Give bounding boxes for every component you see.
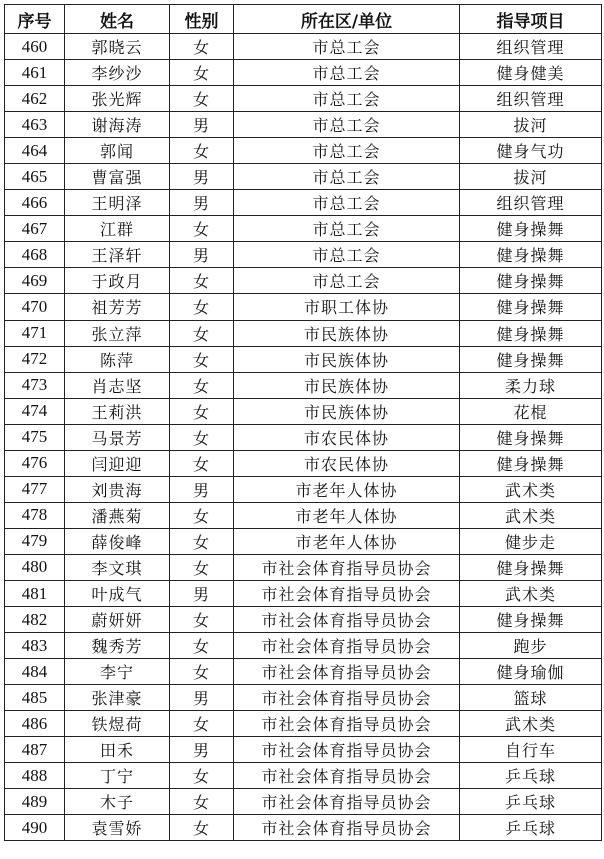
cell-serial: 484 xyxy=(5,659,65,685)
cell-serial: 481 xyxy=(5,580,65,606)
cell-unit: 市民族体协 xyxy=(234,346,460,372)
cell-serial: 479 xyxy=(5,528,65,554)
table-row xyxy=(5,60,602,86)
cell-unit: 市社会体育指导员协会 xyxy=(234,607,460,633)
cell-unit: 市社会体育指导员协会 xyxy=(234,554,460,580)
cell-serial: 462 xyxy=(5,86,65,112)
header-serial: 序号 xyxy=(5,5,65,34)
cell-project: 健身操舞 xyxy=(460,346,602,372)
cell-gender: 女 xyxy=(170,502,234,528)
cell-name: 刘贵海 xyxy=(65,476,170,502)
cell-name: 陈萍 xyxy=(65,346,170,372)
table-row xyxy=(5,398,602,424)
cell-serial: 486 xyxy=(5,711,65,737)
cell-project: 健身操舞 xyxy=(460,607,602,633)
cell-unit: 市农民体协 xyxy=(234,424,460,450)
cell-project: 健身操舞 xyxy=(460,320,602,346)
table-row xyxy=(5,372,602,398)
header-unit: 所在区/单位 xyxy=(234,5,460,34)
cell-serial: 475 xyxy=(5,424,65,450)
cell-serial: 466 xyxy=(5,190,65,216)
cell-unit: 市社会体育指导员协会 xyxy=(234,580,460,606)
table-row xyxy=(5,502,602,528)
table-row xyxy=(5,320,602,346)
cell-gender: 女 xyxy=(170,138,234,164)
cell-gender: 男 xyxy=(170,685,234,711)
cell-name: 谢海涛 xyxy=(65,112,170,138)
cell-gender: 女 xyxy=(170,789,234,815)
cell-gender: 女 xyxy=(170,450,234,476)
cell-gender: 女 xyxy=(170,815,234,841)
cell-gender: 男 xyxy=(170,476,234,502)
cell-name: 曹富强 xyxy=(65,164,170,190)
cell-project: 乒乓球 xyxy=(460,789,602,815)
cell-gender: 女 xyxy=(170,398,234,424)
cell-unit: 市总工会 xyxy=(234,190,460,216)
cell-project: 健身操舞 xyxy=(460,450,602,476)
cell-unit: 市总工会 xyxy=(234,138,460,164)
table-row xyxy=(5,138,602,164)
cell-project: 武术类 xyxy=(460,580,602,606)
cell-project: 乒乓球 xyxy=(460,763,602,789)
cell-project: 健身操舞 xyxy=(460,216,602,242)
cell-serial: 464 xyxy=(5,138,65,164)
cell-unit: 市总工会 xyxy=(234,34,460,60)
cell-gender: 男 xyxy=(170,112,234,138)
cell-name: 于政月 xyxy=(65,268,170,294)
cell-serial: 461 xyxy=(5,60,65,86)
cell-unit: 市总工会 xyxy=(234,86,460,112)
table-row xyxy=(5,737,602,763)
cell-serial: 487 xyxy=(5,737,65,763)
cell-project: 健身气功 xyxy=(460,138,602,164)
cell-gender: 女 xyxy=(170,659,234,685)
cell-project: 健身操舞 xyxy=(460,554,602,580)
cell-unit: 市老年人体协 xyxy=(234,528,460,554)
table-row xyxy=(5,242,602,268)
cell-name: 肖志坚 xyxy=(65,372,170,398)
cell-name: 张光辉 xyxy=(65,86,170,112)
cell-name: 江群 xyxy=(65,216,170,242)
cell-gender: 女 xyxy=(170,60,234,86)
cell-gender: 女 xyxy=(170,528,234,554)
cell-name: 张立萍 xyxy=(65,320,170,346)
table-row xyxy=(5,763,602,789)
cell-serial: 489 xyxy=(5,789,65,815)
header-name: 姓名 xyxy=(65,5,170,34)
cell-serial: 465 xyxy=(5,164,65,190)
cell-serial: 471 xyxy=(5,320,65,346)
cell-unit: 市老年人体协 xyxy=(234,502,460,528)
cell-gender: 女 xyxy=(170,320,234,346)
cell-serial: 477 xyxy=(5,476,65,502)
cell-serial: 467 xyxy=(5,216,65,242)
cell-gender: 女 xyxy=(170,424,234,450)
cell-project: 健身瑜伽 xyxy=(460,659,602,685)
cell-serial: 490 xyxy=(5,815,65,841)
cell-gender: 男 xyxy=(170,580,234,606)
cell-project: 乒乓球 xyxy=(460,815,602,841)
cell-serial: 469 xyxy=(5,268,65,294)
cell-gender: 女 xyxy=(170,34,234,60)
cell-unit: 市社会体育指导员协会 xyxy=(234,659,460,685)
cell-name: 张津豪 xyxy=(65,685,170,711)
cell-project: 花棍 xyxy=(460,398,602,424)
table-row xyxy=(5,294,602,320)
cell-name: 李宁 xyxy=(65,659,170,685)
cell-serial: 478 xyxy=(5,502,65,528)
cell-unit: 市社会体育指导员协会 xyxy=(234,789,460,815)
cell-gender: 女 xyxy=(170,216,234,242)
table-row xyxy=(5,216,602,242)
cell-name: 李纱沙 xyxy=(65,60,170,86)
cell-gender: 男 xyxy=(170,190,234,216)
cell-unit: 市总工会 xyxy=(234,112,460,138)
header-project: 指导项目 xyxy=(460,5,602,34)
cell-serial: 472 xyxy=(5,346,65,372)
cell-name: 潘燕菊 xyxy=(65,502,170,528)
cell-gender: 女 xyxy=(170,711,234,737)
cell-serial: 460 xyxy=(5,34,65,60)
cell-gender: 女 xyxy=(170,294,234,320)
cell-serial: 476 xyxy=(5,450,65,476)
cell-serial: 485 xyxy=(5,685,65,711)
header-row xyxy=(5,5,602,34)
cell-unit: 市农民体协 xyxy=(234,450,460,476)
cell-unit: 市社会体育指导员协会 xyxy=(234,633,460,659)
cell-gender: 女 xyxy=(170,554,234,580)
table-row xyxy=(5,164,602,190)
cell-project: 健身操舞 xyxy=(460,242,602,268)
cell-project: 健身操舞 xyxy=(460,268,602,294)
cell-name: 闫迎迎 xyxy=(65,450,170,476)
table-row xyxy=(5,268,602,294)
cell-name: 田禾 xyxy=(65,737,170,763)
table-row xyxy=(5,554,602,580)
cell-gender: 女 xyxy=(170,607,234,633)
cell-gender: 女 xyxy=(170,86,234,112)
cell-project: 跑步 xyxy=(460,633,602,659)
table-row xyxy=(5,815,602,841)
table-row xyxy=(5,789,602,815)
cell-project: 健身健美 xyxy=(460,60,602,86)
cell-project: 健步走 xyxy=(460,528,602,554)
cell-unit: 市职工体协 xyxy=(234,294,460,320)
cell-serial: 463 xyxy=(5,112,65,138)
cell-serial: 480 xyxy=(5,554,65,580)
cell-project: 武术类 xyxy=(460,502,602,528)
table-row xyxy=(5,528,602,554)
cell-unit: 市民族体协 xyxy=(234,398,460,424)
cell-name: 叶成气 xyxy=(65,580,170,606)
cell-name: 郭晓云 xyxy=(65,34,170,60)
cell-gender: 男 xyxy=(170,242,234,268)
cell-unit: 市社会体育指导员协会 xyxy=(234,763,460,789)
cell-name: 马景芳 xyxy=(65,424,170,450)
cell-unit: 市社会体育指导员协会 xyxy=(234,737,460,763)
table-row xyxy=(5,86,602,112)
cell-name: 蔚妍妍 xyxy=(65,607,170,633)
cell-gender: 男 xyxy=(170,737,234,763)
cell-name: 王明泽 xyxy=(65,190,170,216)
cell-unit: 市社会体育指导员协会 xyxy=(234,685,460,711)
table-row xyxy=(5,34,602,60)
table-row xyxy=(5,685,602,711)
table-row xyxy=(5,190,602,216)
cell-project: 武术类 xyxy=(460,711,602,737)
cell-gender: 女 xyxy=(170,346,234,372)
cell-gender: 女 xyxy=(170,763,234,789)
table-body xyxy=(5,34,602,841)
cell-name: 魏秀芳 xyxy=(65,633,170,659)
cell-unit: 市总工会 xyxy=(234,60,460,86)
cell-project: 柔力球 xyxy=(460,372,602,398)
cell-name: 丁宁 xyxy=(65,763,170,789)
cell-project: 拔河 xyxy=(460,112,602,138)
cell-unit: 市总工会 xyxy=(234,242,460,268)
cell-gender: 男 xyxy=(170,164,234,190)
instructor-table xyxy=(4,4,602,841)
cell-gender: 女 xyxy=(170,372,234,398)
table-row xyxy=(5,659,602,685)
cell-serial: 483 xyxy=(5,633,65,659)
cell-project: 健身操舞 xyxy=(460,424,602,450)
cell-serial: 482 xyxy=(5,607,65,633)
table-row xyxy=(5,711,602,737)
table-row xyxy=(5,424,602,450)
cell-gender: 女 xyxy=(170,633,234,659)
cell-name: 李文琪 xyxy=(65,554,170,580)
table-row xyxy=(5,580,602,606)
cell-unit: 市总工会 xyxy=(234,268,460,294)
cell-project: 拔河 xyxy=(460,164,602,190)
cell-name: 薛俊峰 xyxy=(65,528,170,554)
cell-unit: 市民族体协 xyxy=(234,320,460,346)
cell-project: 健身操舞 xyxy=(460,294,602,320)
cell-serial: 468 xyxy=(5,242,65,268)
cell-unit: 市社会体育指导员协会 xyxy=(234,711,460,737)
cell-gender: 女 xyxy=(170,268,234,294)
table-row xyxy=(5,633,602,659)
cell-project: 组织管理 xyxy=(460,34,602,60)
cell-name: 铁煜荷 xyxy=(65,711,170,737)
cell-serial: 488 xyxy=(5,763,65,789)
cell-unit: 市社会体育指导员协会 xyxy=(234,815,460,841)
header-gender: 性别 xyxy=(170,5,234,34)
table-row xyxy=(5,607,602,633)
cell-project: 武术类 xyxy=(460,476,602,502)
table-row xyxy=(5,112,602,138)
table-row xyxy=(5,450,602,476)
cell-project: 自行车 xyxy=(460,737,602,763)
cell-unit: 市总工会 xyxy=(234,164,460,190)
cell-serial: 470 xyxy=(5,294,65,320)
table-row xyxy=(5,476,602,502)
table-row xyxy=(5,346,602,372)
cell-serial: 474 xyxy=(5,398,65,424)
cell-name: 祖芳芳 xyxy=(65,294,170,320)
cell-project: 组织管理 xyxy=(460,190,602,216)
cell-project: 篮球 xyxy=(460,685,602,711)
cell-unit: 市总工会 xyxy=(234,216,460,242)
cell-serial: 473 xyxy=(5,372,65,398)
cell-name: 王泽轩 xyxy=(65,242,170,268)
cell-name: 郭闻 xyxy=(65,138,170,164)
cell-name: 王莉洪 xyxy=(65,398,170,424)
cell-unit: 市老年人体协 xyxy=(234,476,460,502)
cell-unit: 市民族体协 xyxy=(234,372,460,398)
cell-name: 袁雪娇 xyxy=(65,815,170,841)
cell-name: 木子 xyxy=(65,789,170,815)
cell-project: 组织管理 xyxy=(460,86,602,112)
